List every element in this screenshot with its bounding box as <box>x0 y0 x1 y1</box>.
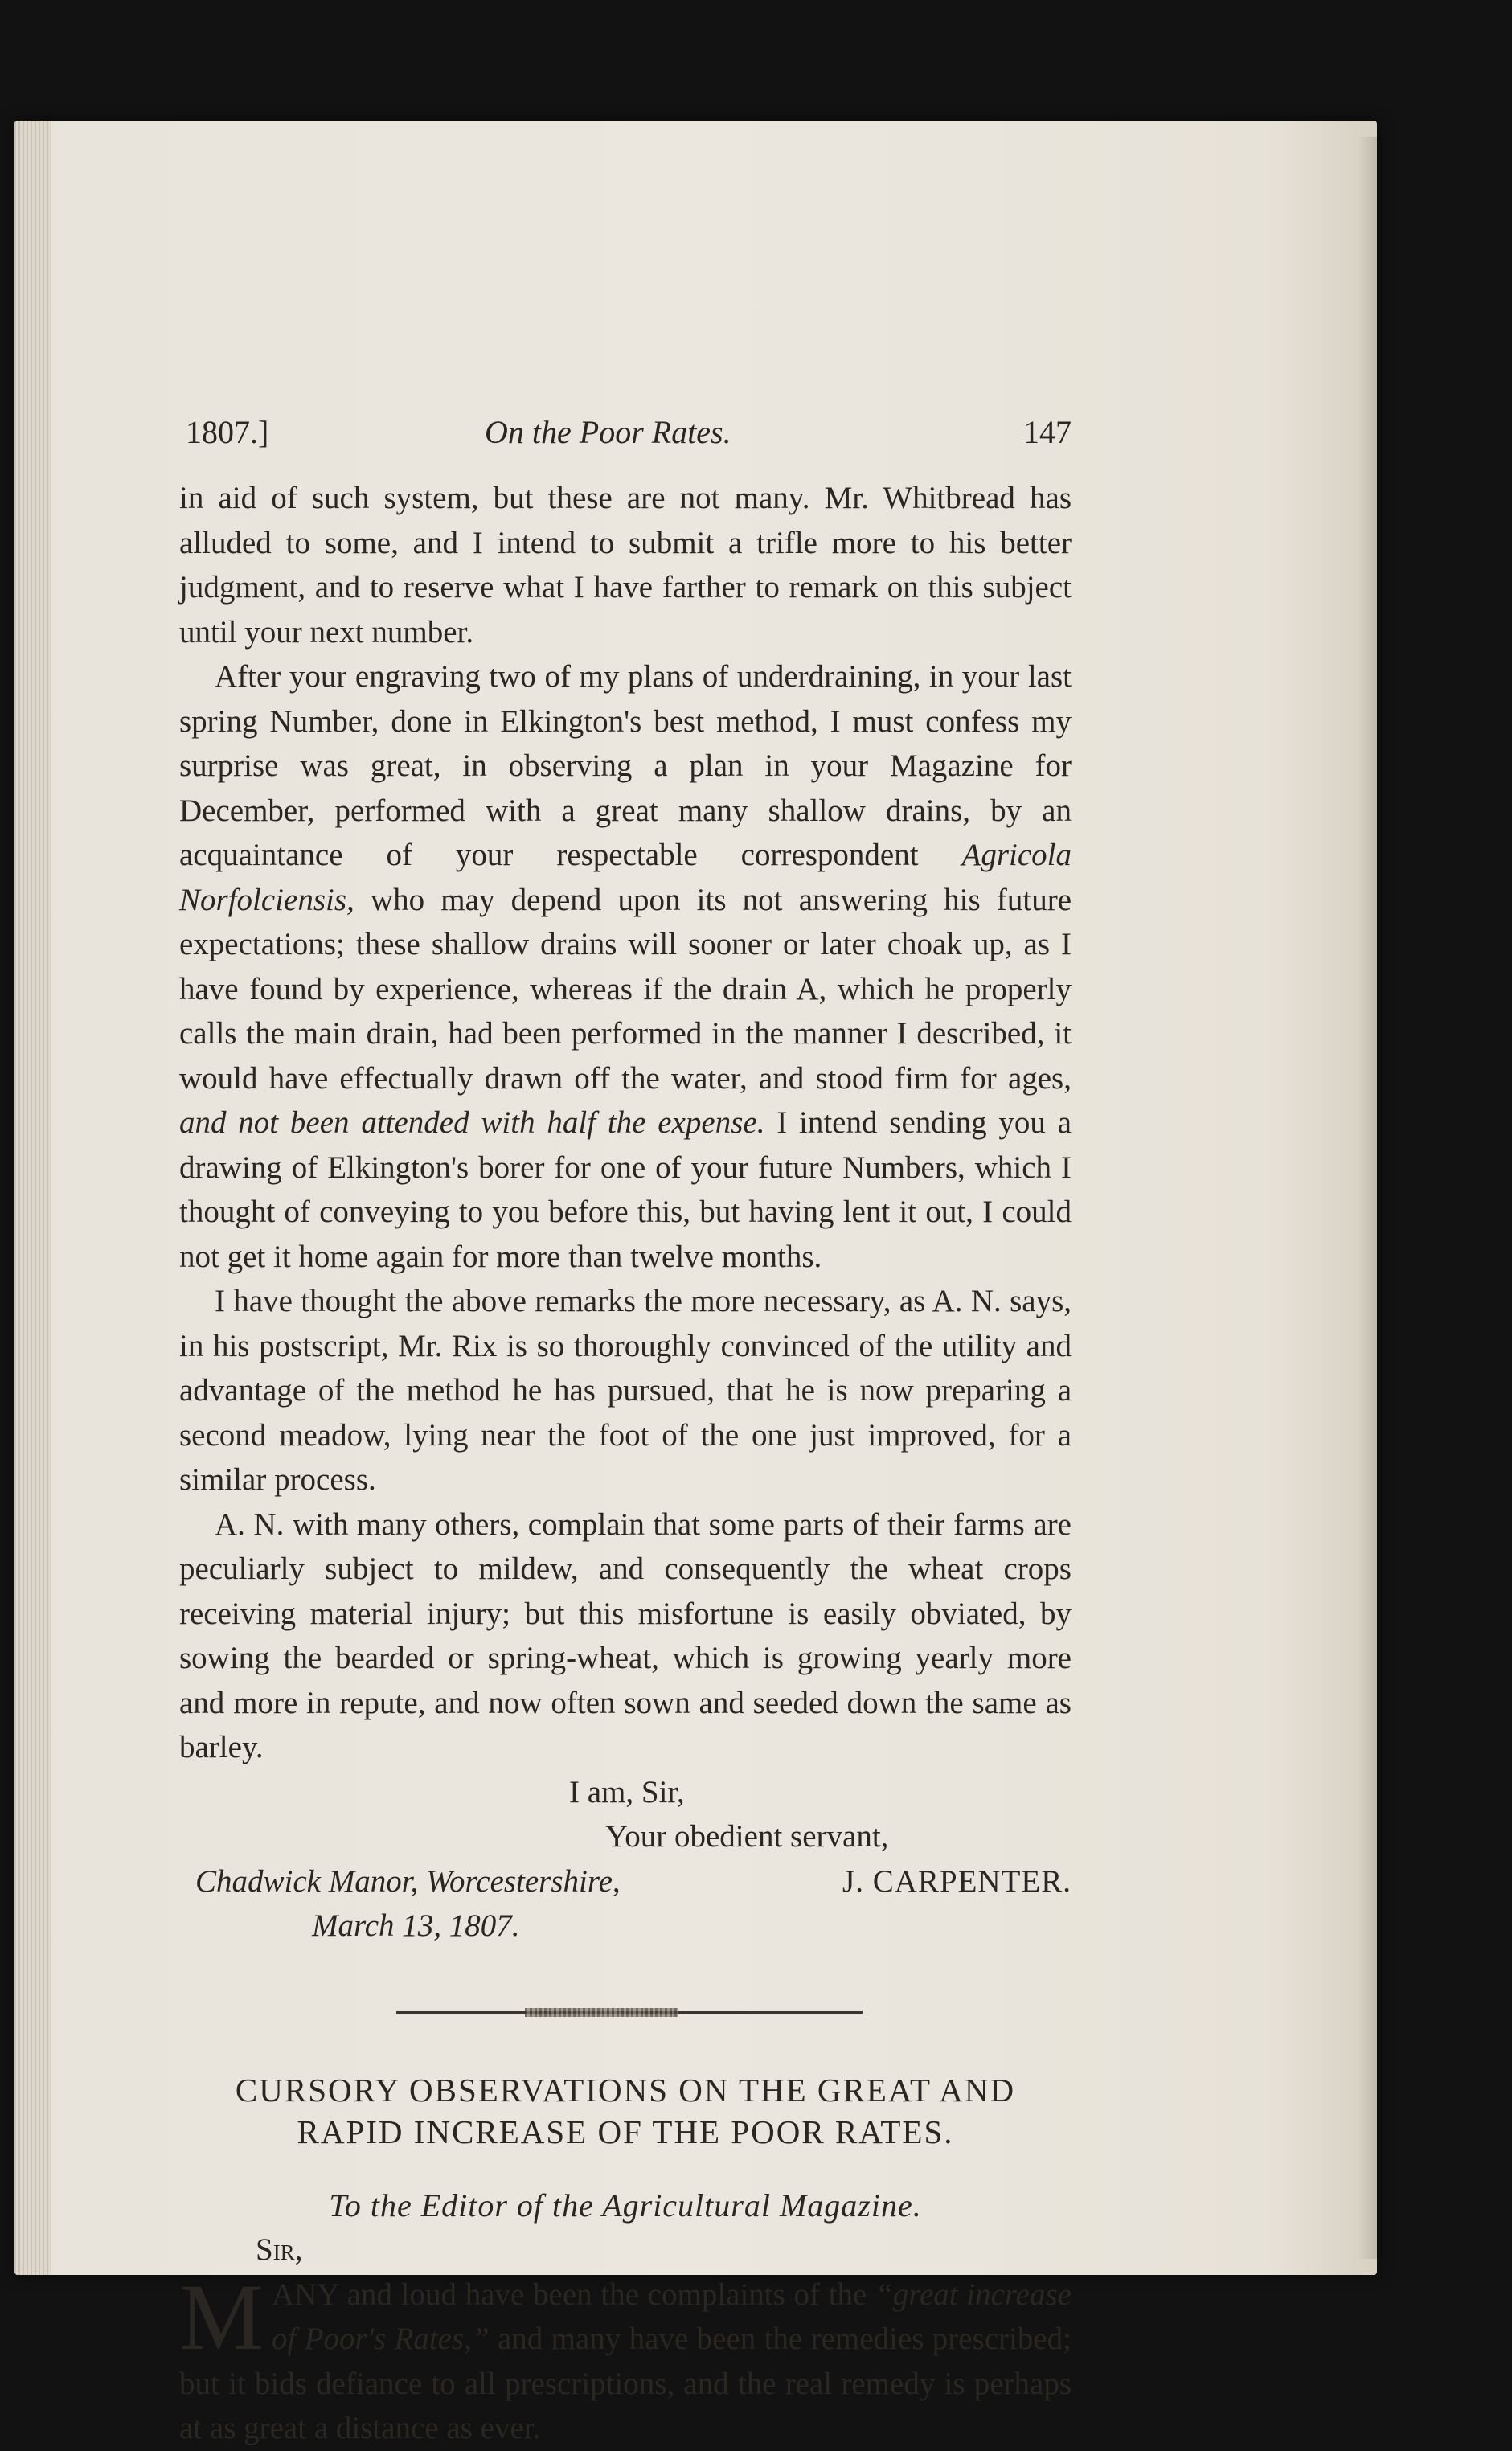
article-headline <box>179 2069 1072 2153</box>
running-head <box>179 410 1072 458</box>
correspondent-name: Agricola Norfolciensis, <box>179 838 1072 917</box>
closing-line-2: Your obedient servant, <box>605 1819 889 1854</box>
book-page <box>14 121 1377 2445</box>
running-head-title: On the Poor Rates. <box>485 414 731 450</box>
letter-date: March 13, 1807. <box>312 1908 520 1943</box>
closing-line-1: I am, Sir, <box>569 1774 685 1810</box>
opening-start: ANY and loud have been the complaints of the <box>271 2277 876 2312</box>
letter-paragraph-4: A. N. with many others, complain that some parts of their farms are peculiarly subject to mildew, and consequently the wheat crops receiving material injury; but this misfortune is easily obviated, by sowing the bearded or spring-wheat, which is growing yearly more and more in repute, and now often sown and seeded down the same as barley. <box>179 1506 1072 1764</box>
headline-line-2: RAPID INCREASE OF THE POOR RATES. <box>297 2113 954 2150</box>
opening-end: and many have been the remedies prescribed; but it bids defiance to all prescriptions, and the real remedy is perhaps at as great a distance as ever. <box>179 2322 1072 2445</box>
running-head-year: 1807.] <box>186 414 269 450</box>
paragraph-2-emphasis: and not been attended with half the expense. <box>179 1105 765 1140</box>
article-opening-paragraph <box>179 2264 1072 2451</box>
divider-ornament <box>525 2008 678 2017</box>
paragraph-2-start: After your engraving two of my plans of underdraining, in your last spring Number, done in Elkington's best method, I must confess my surprise was great, in observing a plan in your Magazine for December, performed with a great many shallow drains, by an acquaintance of your respectable correspondent <box>179 659 1072 872</box>
headline-line-1: CURSORY OBSERVATIONS ON THE GREAT AND <box>235 2071 1016 2109</box>
drop-cap: M <box>179 2264 264 2370</box>
letter-paragraph-3: I have thought the above remarks the more necessary, as A. N. says, in his postscript, Mr. Rix is so thoroughly convinced of the utility and advantage of the method he has pursued, that he is now preparing a second meadow, lying near the foot of the one just improved, for a similar process. <box>179 1284 1072 1497</box>
letter-place: Chadwick Manor, Worcestershire, <box>195 1863 621 1899</box>
letter-paragraph-1: in aid of such system, but these are not many. Mr. Whitbread has alluded to some, and I intend to submit a trifle more to his better judgment, and to reserve what I have farther to remark on this subject until your next number. <box>179 481 1072 650</box>
letter-closing <box>179 1770 1072 1949</box>
paragraph-2-end: I intend sending you a drawing of Elkington's borer for one of your future Numbers, which I thought of conveying to you before this, but having lent it out, I could not get it home again for more than twelve months. <box>179 1105 1072 1274</box>
page-number: 147 <box>1023 414 1072 450</box>
article-salutation: Sir, <box>256 2232 303 2267</box>
page-stack-edge <box>14 121 51 2275</box>
section-divider <box>179 2005 1072 2021</box>
letter-paragraph-2 <box>179 654 1072 1279</box>
article-addressee: To the Editor of the Agricultural Magazine. <box>329 2187 922 2224</box>
opening-quote: “great increase of Poor's Rates,” <box>271 2277 1072 2356</box>
body-text <box>179 476 1072 2451</box>
paragraph-2-middle: who may depend upon its not answering his future expectations; these shallow drains will sooner or later choak up, as I have found by experience, whereas if the drain A, which he properly calls the main drain, had been performed in the manner I described, it would have effectually drawn off the water, and stood firm for ages, <box>179 882 1072 1096</box>
letter-signature: J. CARPENTER. <box>842 1863 1072 1899</box>
page-right-shadow <box>1358 137 1377 2259</box>
signature-line <box>179 1859 1072 1904</box>
